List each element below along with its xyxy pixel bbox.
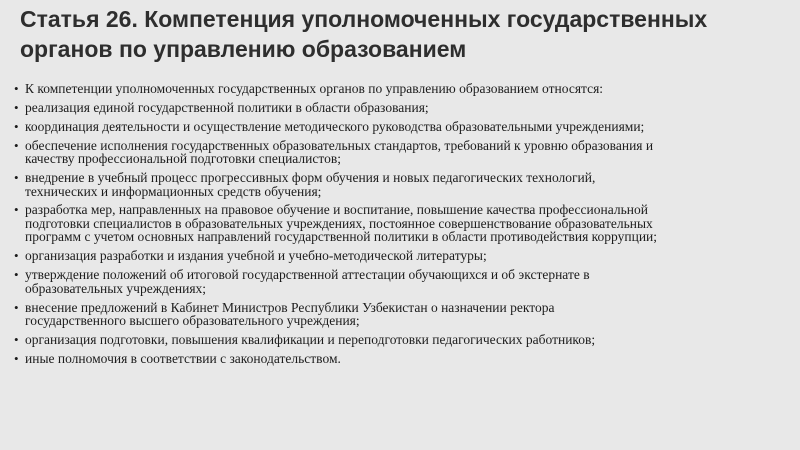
slide-title-line: Статья 26. Компетенция уполномоченных государственных	[20, 6, 708, 32]
list-item-line: образовательных учреждениях;	[25, 280, 207, 296]
list-item-line: • внесение предложений в Кабинет Министров Республики Узбекистан о назначении ректора	[25, 299, 555, 315]
list-item	[14, 101, 782, 115]
list-item-line: • организация подготовки, повышения квалификации и переподготовки педагогических работников;	[25, 332, 596, 348]
slide-title-line: органов по управлению образованием	[20, 36, 467, 62]
list-item-line: программ с учетом основных направлений государственной политики в области противодействия коррупции;	[25, 229, 658, 245]
list-item	[14, 120, 782, 134]
list-item-line: подготовки специалистов в образовательных учреждениях, постоянное совершенствование образовательных	[25, 215, 653, 231]
list-item-line: государственного высшего образовательного учреждения;	[25, 313, 360, 329]
list-item-line: • обеспечение исполнения государственных образовательных стандартов, требований к уровню образования и	[25, 137, 654, 153]
list-item-line: • организация разработки и издания учебной и учебно-методической литературы;	[25, 248, 487, 264]
list-item-line: • внедрение в учебный процесс прогрессивных форм обучения и новых педагогических технологий,	[25, 170, 596, 186]
list-item	[14, 268, 782, 295]
list-item-line: • реализация единой государственной политики в области образования;	[25, 99, 429, 115]
list-item	[14, 352, 782, 366]
list-item-line: • разработка мер, направленных на правовое обучение и воспитание, повышение качества профессиональной	[25, 202, 648, 218]
list-item-line: • К компетенции уполномоченных государственных органов по управлению образованием относятся:	[25, 81, 604, 96]
list-item-line: качеству профессиональной подготовки специалистов;	[25, 151, 341, 167]
list-item-line: • утверждение положений об итоговой государственной аттестации обучающихся и об экстернате в	[25, 267, 590, 283]
list-item	[14, 171, 782, 198]
list-item	[14, 333, 782, 347]
slide-title	[14, 4, 782, 64]
list-item	[14, 139, 782, 166]
list-item	[14, 301, 782, 328]
list-item-line: • координация деятельности и осуществление методического руководства образовательными учреждениями;	[25, 118, 645, 134]
competence-list	[14, 82, 782, 365]
list-item-line: • иные полномочия в соответствии с законодательством.	[25, 350, 341, 366]
list-item	[14, 203, 782, 244]
list-item	[14, 82, 782, 96]
list-item-line: технических и информационных средств обучения;	[25, 183, 322, 199]
list-item	[14, 249, 782, 263]
